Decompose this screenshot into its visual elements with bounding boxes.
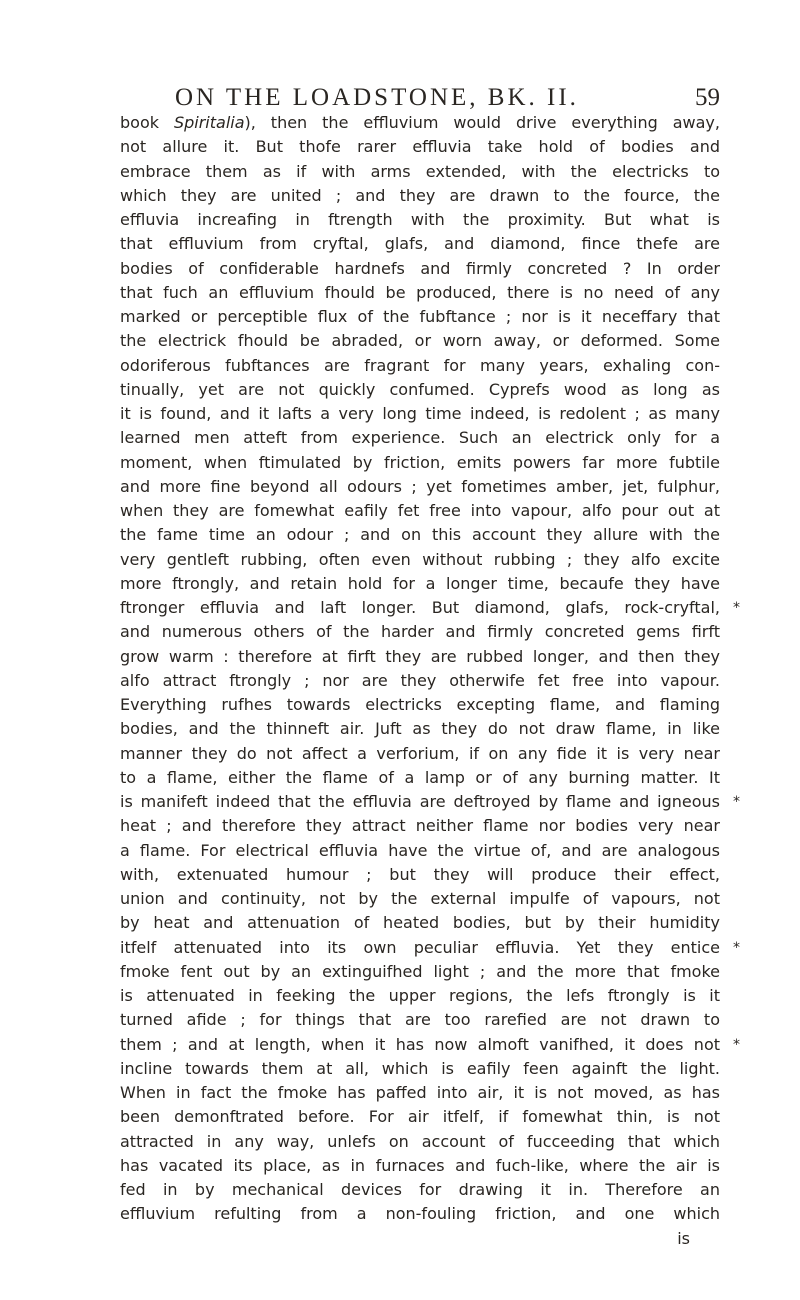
catchword: is (677, 1228, 690, 1248)
text-line-23: grow warm : therefore at firft they are rubbed longer, and then they (120, 646, 720, 666)
body-text (120, 111, 740, 1251)
page-number: 59 (695, 84, 720, 111)
text-line-38: turned afide ; for things that are too rarefied are not drawn to (120, 1010, 720, 1030)
text-line-15: moment, when ftimulated by friction, emits powers far more fubtile (120, 452, 720, 472)
text-line-6: that effluvium from cryftal, glafs, and diamond, fince thefe are (120, 234, 720, 254)
text-line-21: ftronger effluvia and laft longer. But diamond, glafs, rock-cryftal, * (120, 596, 720, 620)
text-line-43: attracted in any way, unlefs on account of fucceeding that which (120, 1131, 720, 1151)
margin-marker: * (733, 794, 740, 810)
text-line-36: fmoke fent out by an extinguifhed light ; and the more that fmoke (120, 961, 720, 981)
margin-marker: * (733, 939, 740, 956)
text-line-10: the electrick fhould be abraded, or worn away, or deformed. Some (120, 331, 720, 351)
text-line-45: fed in by mechanical devices for drawing it in. Therefore an (120, 1180, 720, 1199)
text-line-37: is attenuated in feeking the upper regions, the lefs ftrongly is it (120, 986, 720, 1005)
text-line-44: has vacated its place, as in furnaces and fuch-like, where the air is (120, 1155, 720, 1175)
text-line-34: by heat and attenuation of heated bodies, but by their humidity (120, 913, 720, 933)
text-line-46: effluvium refulting from a non-fouling friction, and one which (120, 1204, 720, 1224)
text-line-33: union and continuity, not by the external impulfe of vapours, not (120, 889, 720, 908)
text-line-40: incline towards them at all, which is eafily feen againft the light. (120, 1058, 720, 1078)
text-line-30: heat ; and therefore they attract neither flame nor bodies very near (120, 816, 720, 836)
text-line-9: marked or perceptible flux of the fubftance ; nor is it neceffary that (120, 307, 720, 326)
text-line-20: more ftrongly, and retain hold for a longer time, becaufe they have (120, 573, 720, 593)
text-line-1: book Spiritalia), then the effluvium would drive everything away, (120, 113, 720, 132)
text-line-41: When in fact the fmoke has paffed into air, it is not moved, as has (120, 1083, 720, 1102)
text-line-39: them ; and at length, when it has now almoft vanifhed, it does not * (120, 1033, 720, 1057)
text-line-11: odoriferous fubftances are fragrant for many years, exhaling con- (120, 355, 720, 375)
text-line-35: itfelf attenuated into its own peculiar effluvia. Yet they entice * (120, 936, 720, 960)
text-line-29: is manifeft indeed that the effluvia are deftroyed by flame and igneous * (120, 790, 720, 814)
text-line-25: Everything rufhes towards electricks excepting flame, and flaming (120, 695, 720, 714)
text-line-2: not allure it. But thofe rarer effluvia take hold of bodies and (120, 137, 720, 157)
text-line-8: that fuch an effluvium fhould be produced, there is no need of any (120, 282, 720, 302)
text-line-12: tinually, yet are not quickly confumed. Cyprefs wood as long as (120, 379, 720, 399)
text-line-24: alfo attract ftrongly ; nor are they otherwife fet free into vapour. (120, 670, 720, 690)
text-line-17: when they are fomewhat eafily fet free into vapour, alfo pour out at (120, 501, 720, 520)
text-line-16: and more fine beyond all odours ; yet fometimes amber, jet, fulphur, (120, 476, 720, 496)
text-line-13: it is found, and it lafts a very long time indeed, is redolent ; as many (120, 404, 720, 423)
margin-marker: * (733, 600, 740, 616)
text-line-32: with, extenuated humour ; but they will produce their effect, (120, 864, 720, 884)
italic-title: Spiritalia (173, 113, 245, 132)
text-line-4: which they are united ; and they are drawn to the fource, the (120, 185, 720, 205)
page-header (120, 74, 720, 114)
running-title: ON THE LOADSTONE, BK. II. (175, 84, 579, 111)
text-line-14: learned men atteft from experience. Such an electrick only for a (120, 428, 720, 448)
text-line-19: very gentleft rubbing, often even without rubbing ; they alfo excite (120, 549, 720, 569)
text-line-31: a flame. For electrical effluvia have the virtue of, and are analogous (120, 840, 720, 860)
text-line-18: the fame time an odour ; and on this account they allure with the (120, 525, 720, 545)
text-line-27: manner they do not affect a verforium, if on any fide it is very near (120, 743, 720, 763)
text-line-26: bodies, and the thinneft air. Juft as they do not draw flame, in like (120, 719, 720, 739)
text-line-7: bodies of confiderable hardnefs and firmly concreted ? In order (120, 258, 720, 278)
text-line-28: to a flame, either the flame of a lamp or of any burning matter. It (120, 767, 720, 787)
margin-marker: * (733, 1036, 740, 1053)
text-line-3: embrace them as if with arms extended, with the electricks to (120, 161, 720, 181)
text-line-22: and numerous others of the harder and firmly concreted gems firft (120, 622, 720, 642)
text-line-5: effluvia increafing in ftrength with the proximity. But what is (120, 210, 720, 229)
text-line-42: been demonftrated before. For air itfelf, if fomewhat thin, is not (120, 1107, 720, 1127)
